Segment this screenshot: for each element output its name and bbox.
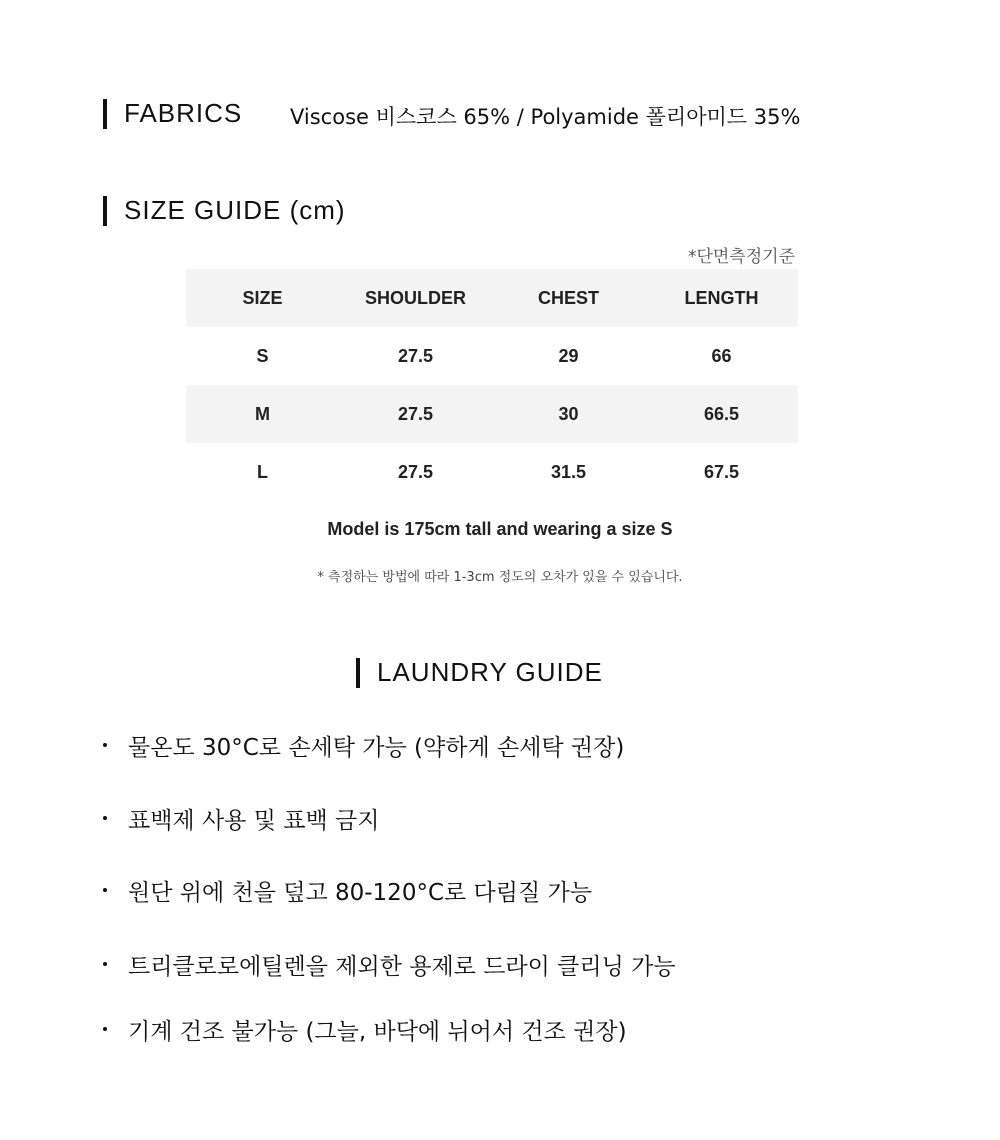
cell-length: 66.5 (645, 385, 798, 443)
laundry-guide-title: LAUNDRY GUIDE (377, 657, 603, 687)
cell-size: M (186, 385, 339, 443)
cell-size: S (256, 345, 269, 366)
list-item (100, 727, 624, 763)
bullet-icon (103, 962, 107, 966)
laundry-guide-heading (356, 657, 603, 688)
cell-shoulder: 27.5 (339, 385, 492, 443)
cell-chest: 29 (558, 345, 579, 366)
cell-chest: 31.5 (550, 461, 587, 482)
list-item-text: 표백제 사용 및 표백 금지 (128, 807, 380, 834)
heading-bar (103, 99, 107, 129)
header-shoulder: SHOULDER (339, 269, 492, 327)
heading-bar (356, 658, 360, 688)
list-item (100, 1011, 627, 1047)
error-note: * 측정하는 방법에 따라 1-3cm 정도의 오차가 있을 수 있습니다. (317, 570, 683, 585)
measure-note: *단면측정기준 (687, 247, 795, 267)
fabrics-title: FABRICS (124, 98, 243, 128)
size-guide-title: SIZE GUIDE (cm) (124, 195, 346, 225)
header-size: SIZE (186, 269, 339, 327)
header-chest: CHEST (492, 269, 645, 327)
list-item-text: 트리클로로에틸렌을 제외한 용제로 드라이 클리닝 가능 (128, 953, 676, 980)
heading-bar (103, 196, 107, 226)
model-note: Model is 175cm tall and wearing a size S (327, 519, 673, 539)
list-item-text: 기계 건조 불가능 (그늘, 바닥에 뉘어서 건조 권장) (128, 1018, 627, 1045)
cell-length: 67.5 (703, 461, 740, 482)
cell-chest: 30 (492, 385, 645, 443)
bullet-icon (103, 1027, 107, 1031)
header-length: LENGTH (645, 269, 798, 327)
cell-shoulder: 27.5 (397, 345, 434, 366)
size-table (186, 269, 798, 501)
bullet-icon (103, 816, 107, 820)
table-row (186, 327, 798, 385)
table-row (186, 443, 798, 501)
list-item (100, 946, 676, 982)
table-header-row (186, 269, 798, 327)
fabrics-value: Viscose 비스코스 65% / Polyamide 폴리아미드 35% (290, 105, 801, 129)
bullet-icon (103, 888, 107, 892)
size-guide-heading (103, 195, 346, 226)
bullet-icon (103, 743, 107, 747)
cell-shoulder: 27.5 (397, 461, 434, 482)
list-item (100, 800, 379, 836)
table-row (186, 385, 798, 443)
cell-length: 66 (711, 345, 732, 366)
list-item (100, 872, 592, 908)
list-item-text: 물온도 30°C로 손세탁 가능 (약하게 손세탁 권장) (128, 734, 625, 761)
list-item-text: 원단 위에 천을 덮고 80-120°C로 다림질 가능 (128, 879, 592, 906)
fabrics-heading (103, 98, 242, 129)
cell-size: L (257, 461, 268, 482)
